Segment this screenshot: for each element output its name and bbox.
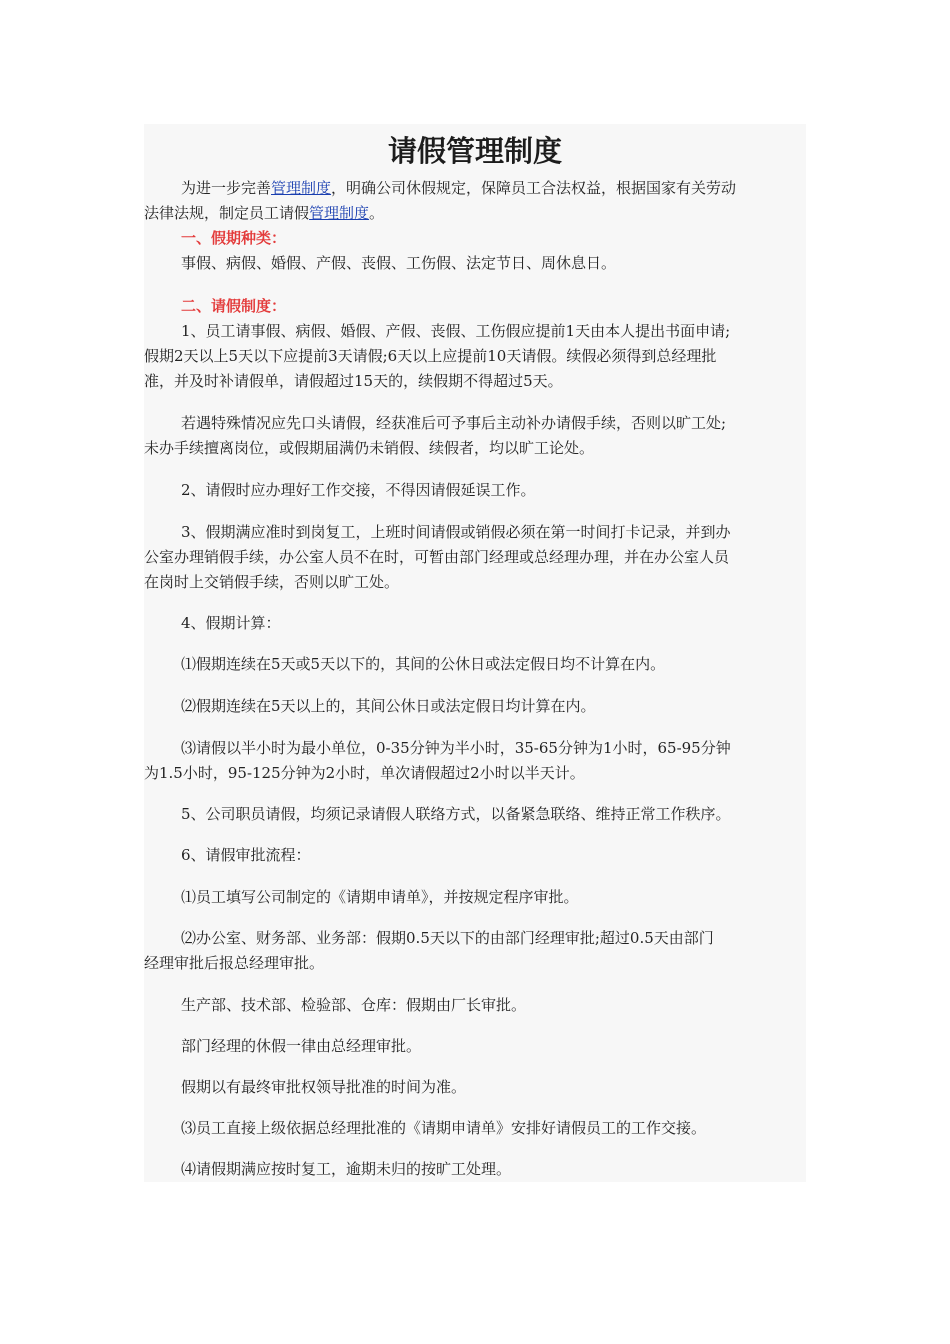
rule-1-line-2: 假期2天以上5天以下应提前3天请假;6天以上应提前10天请假。续假必须得到总经理批 xyxy=(144,347,717,365)
special-case-line-1: 若遇特殊情况应先口头请假，经获准后可予事后主动补办请假手续，否则以旷工处; xyxy=(181,414,727,432)
rule-5: 5、公司职员请假，均须记录请假人联络方式，以备紧急联络、维持正常工作秩序。 xyxy=(181,805,731,823)
calc-item-3-line-2: 为1.5小时，95-125分钟为2小时，单次请假超过2小时以半天计。 xyxy=(144,764,585,782)
management-system-link-2[interactable]: 管理制度 xyxy=(309,204,370,222)
calc-item-1: ⑴假期连续在5天或5天以下的，其间的公休日或法定假日均不计算在内。 xyxy=(181,655,666,673)
rule-3-line-1: 3、假期满应准时到岗复工，上班时间请假或销假必须在第一时间打卡记录，并到办 xyxy=(181,523,731,541)
section-heading-leave-types: 一、假期种类： xyxy=(181,229,287,247)
management-system-link-1[interactable]: 管理制度 xyxy=(271,179,332,197)
approval-item-3: ⑶员工直接上级依据总经理批准的《请期申请单》安排好请假员工的工作交接。 xyxy=(181,1119,707,1137)
approval-item-4: ⑷请假期满应按时复工，逾期未归的按旷工处理。 xyxy=(181,1160,512,1178)
rule-3-line-3: 在岗时上交销假手续，否则以旷工处。 xyxy=(144,573,400,591)
approval-production: 生产部、技术部、检验部、仓库：假期由厂长审批。 xyxy=(181,996,527,1014)
intro-line-1: 为进一步完善管理制度，明确公司休假规定，保障员工合法权益，根据国家有关劳动 xyxy=(181,179,737,197)
rule-4: 4、假期计算： xyxy=(181,614,281,632)
section-heading-leave-rules: 二、请假制度： xyxy=(181,297,287,315)
approval-item-2-line-1: ⑵办公室、财务部、业务部：假期0.5天以下的由部门经理审批;超过0.5天由部门 xyxy=(181,929,714,947)
approval-item-2-line-2: 经理审批后报总经理审批。 xyxy=(144,954,325,972)
rule-1-line-1: 1、员工请事假、病假、婚假、产假、丧假、工伤假应提前1天由本人提出书面申请; xyxy=(181,322,731,340)
document-body xyxy=(144,124,806,1182)
approval-final-time: 假期以有最终审批权领导批准的时间为准。 xyxy=(181,1078,467,1096)
approval-managers: 部门经理的休假一律由总经理审批。 xyxy=(181,1037,422,1055)
special-case-line-2: 未办手续擅离岗位，或假期届满仍未销假、续假者，均以旷工论处。 xyxy=(144,439,595,457)
calc-item-3-line-1: ⑶请假以半小时为最小单位，0-35分钟为半小时，35-65分钟为1小时，65-95分钟 xyxy=(181,739,731,757)
document-title: 请假管理制度 xyxy=(387,134,562,168)
intro-line-2: 法律法规，制定员工请假管理制度。 xyxy=(144,204,385,222)
approval-item-1: ⑴员工填写公司制定的《请期申请单》，并按规定程序审批。 xyxy=(181,888,579,906)
leave-types-text: 事假、病假、婚假、产假、丧假、工伤假、法定节日、周休息日。 xyxy=(181,254,617,272)
rule-1-line-3: 准，并及时补请假单，请假超过15天的，续假期不得超过5天。 xyxy=(144,372,563,390)
rule-3-line-2: 公室办理销假手续，办公室人员不在时，可暂由部门经理或总经理办理，并在办公室人员 xyxy=(144,548,730,566)
rule-2: 2、请假时应办理好工作交接，不得因请假延误工作。 xyxy=(181,481,536,499)
calc-item-2: ⑵假期连续在5天以上的，其间公休日或法定假日均计算在内。 xyxy=(181,697,596,715)
rule-6: 6、请假审批流程： xyxy=(181,846,311,864)
